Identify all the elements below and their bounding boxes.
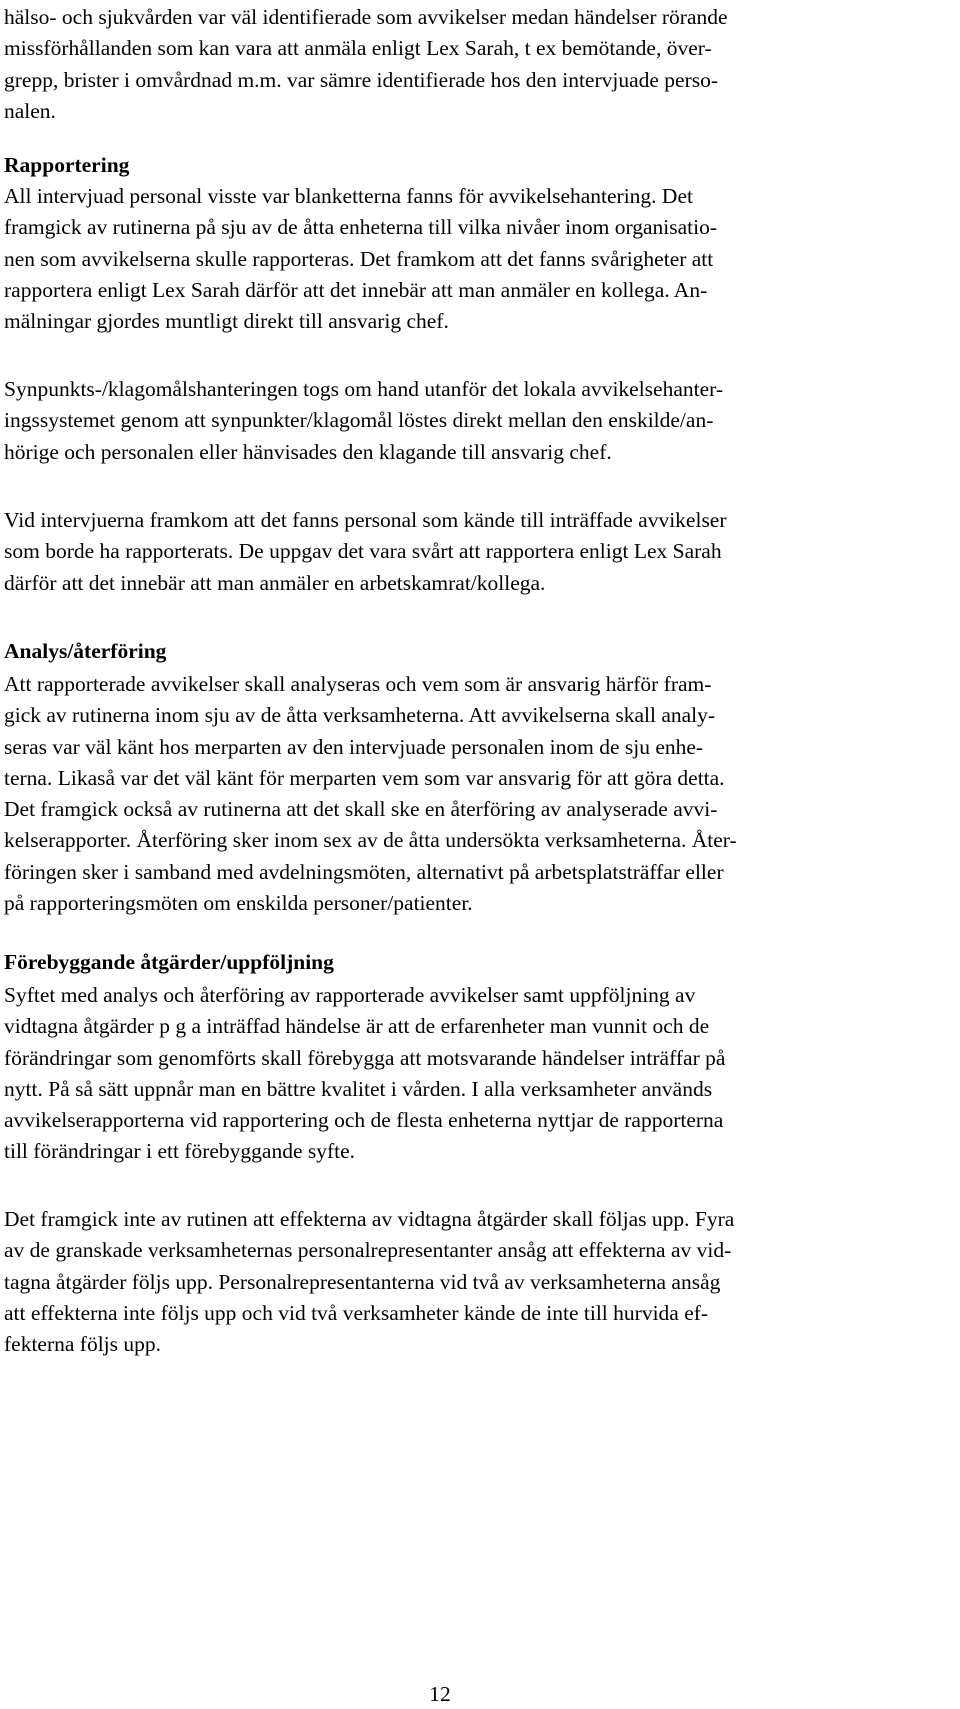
text-line: seras var väl känt hos merparten av den intervjuade personalen inom de sju enhe- bbox=[4, 734, 704, 759]
section-analys-heading bbox=[4, 636, 904, 667]
section-rapportering-heading bbox=[4, 150, 904, 181]
text-line: av de granskade verksamheternas personalrepresentanter ansåg att effekterna av vid- bbox=[4, 1238, 732, 1263]
section-heading: Förebyggande åtgärder/uppföljning bbox=[4, 950, 334, 974]
text-line: Vid intervjuerna framkom att det fanns personal som kände till inträffade avvikelser bbox=[4, 508, 727, 532]
text-line: terna. Likaså var det väl känt för merparten vem som var ansvarig för att göra detta. bbox=[4, 765, 725, 790]
text-line: Att rapporterade avvikelser skall analyseras och vem som är ansvarig härför fram- bbox=[4, 672, 712, 696]
section-heading: Rapportering bbox=[4, 153, 130, 177]
text-line: vidtagna åtgärder p g a inträffad händelse är att de erfarenheter man vunnit och de bbox=[4, 1014, 710, 1039]
text-line: därför att det innebär att man anmäler en arbetskamrat/kollega. bbox=[4, 570, 546, 595]
page-number: 12 bbox=[429, 1682, 451, 1706]
text-line: grepp, brister i omvårdnad m.m. var sämre identifierade hos den intervjuade perso- bbox=[4, 67, 719, 92]
rapportering-paragraph-2 bbox=[4, 374, 904, 468]
text-line: mälningar gjordes muntligt direkt till ansvarig chef. bbox=[4, 309, 449, 334]
text-line: ingssystemet genom att synpunkter/klagomål löstes direkt mellan den enskilde/an- bbox=[4, 408, 714, 433]
forebyggande-paragraph-1 bbox=[4, 980, 904, 1168]
text-line: Det framgick inte av rutinen att effekterna av vidtagna åtgärder skall följas upp. Fyra bbox=[4, 1207, 735, 1231]
text-line: förändringar som genomförts skall förebygga att motsvarande händelser inträffar på bbox=[4, 1045, 726, 1070]
text-line: Det framgick också av rutinerna att det skall ske en återföring av analyserade avvi- bbox=[4, 797, 718, 822]
text-line: på rapporteringsmöten om enskilda personer/patienter. bbox=[4, 891, 473, 916]
text-line: nalen. bbox=[4, 98, 56, 123]
text-line: nen som avvikelserna skulle rapporteras. Det framkom att det fanns svårigheter att bbox=[4, 246, 714, 271]
text-line: avvikelserapporterna vid rapportering och de flesta enheterna nyttjar de rapporterna bbox=[4, 1108, 724, 1133]
forebyggande-paragraph-2 bbox=[4, 1204, 904, 1360]
text-line: Syftet med analys och återföring av rapporterade avvikelser samt uppföljning av bbox=[4, 983, 696, 1007]
rapportering-paragraph-3 bbox=[4, 505, 904, 599]
text-line: att effekterna inte följs upp och vid två verksamheter kände de inte till hurvida ef- bbox=[4, 1300, 709, 1325]
text-line: till förändringar i ett förebyggande syfte. bbox=[4, 1139, 356, 1164]
intro-paragraph bbox=[4, 2, 904, 127]
text-line: föringen sker i samband med avdelningsmöten, alternativt på arbetsplatsträffar eller bbox=[4, 859, 724, 884]
text-line: kelserapporter. Återföring sker inom sex av de åtta undersökta verksamheterna. Åter- bbox=[4, 828, 737, 853]
text-line: som borde ha rapporterats. De uppgav det vara svårt att rapportera enligt Lex Sarah bbox=[4, 539, 722, 564]
text-line: tagna åtgärder följs upp. Personalrepresentanterna vid två av verksamheterna ansåg bbox=[4, 1269, 721, 1294]
text-line: rapportera enligt Lex Sarah därför att det innebär att man anmäler en kollega. An- bbox=[4, 277, 708, 302]
text-line: framgick av rutinerna på sju av de åtta enheterna till vilka nivåer inom organisatio- bbox=[4, 215, 718, 240]
section-heading: Analys/återföring bbox=[4, 639, 167, 663]
text-line: missförhållanden som kan vara att anmäla enligt Lex Sarah, t ex bemötande, över- bbox=[4, 36, 712, 61]
rapportering-paragraph-1 bbox=[4, 181, 904, 337]
text-line: hälso- och sjukvården var väl identifierade som avvikelser medan händelser rörande bbox=[4, 5, 728, 29]
analys-paragraph-1 bbox=[4, 669, 904, 919]
text-line: gick av rutinerna inom sju av de åtta verksamheterna. Att avvikelserna skall analy- bbox=[4, 703, 716, 728]
text-line: nytt. På så sätt uppnår man en bättre kvalitet i vården. I alla verksamheter används bbox=[4, 1076, 713, 1101]
text-line: fekterna följs upp. bbox=[4, 1332, 162, 1357]
section-forebyggande-heading bbox=[4, 947, 904, 978]
text-line: hörige och personalen eller hänvisades den klagande till ansvarig chef. bbox=[4, 439, 612, 464]
text-line: All intervjuad personal visste var blanketterna fanns för avvikelsehantering. Det bbox=[4, 184, 693, 208]
text-line: Synpunkts-/klagomålshanteringen togs om hand utanför det lokala avvikelsehanter- bbox=[4, 377, 724, 401]
